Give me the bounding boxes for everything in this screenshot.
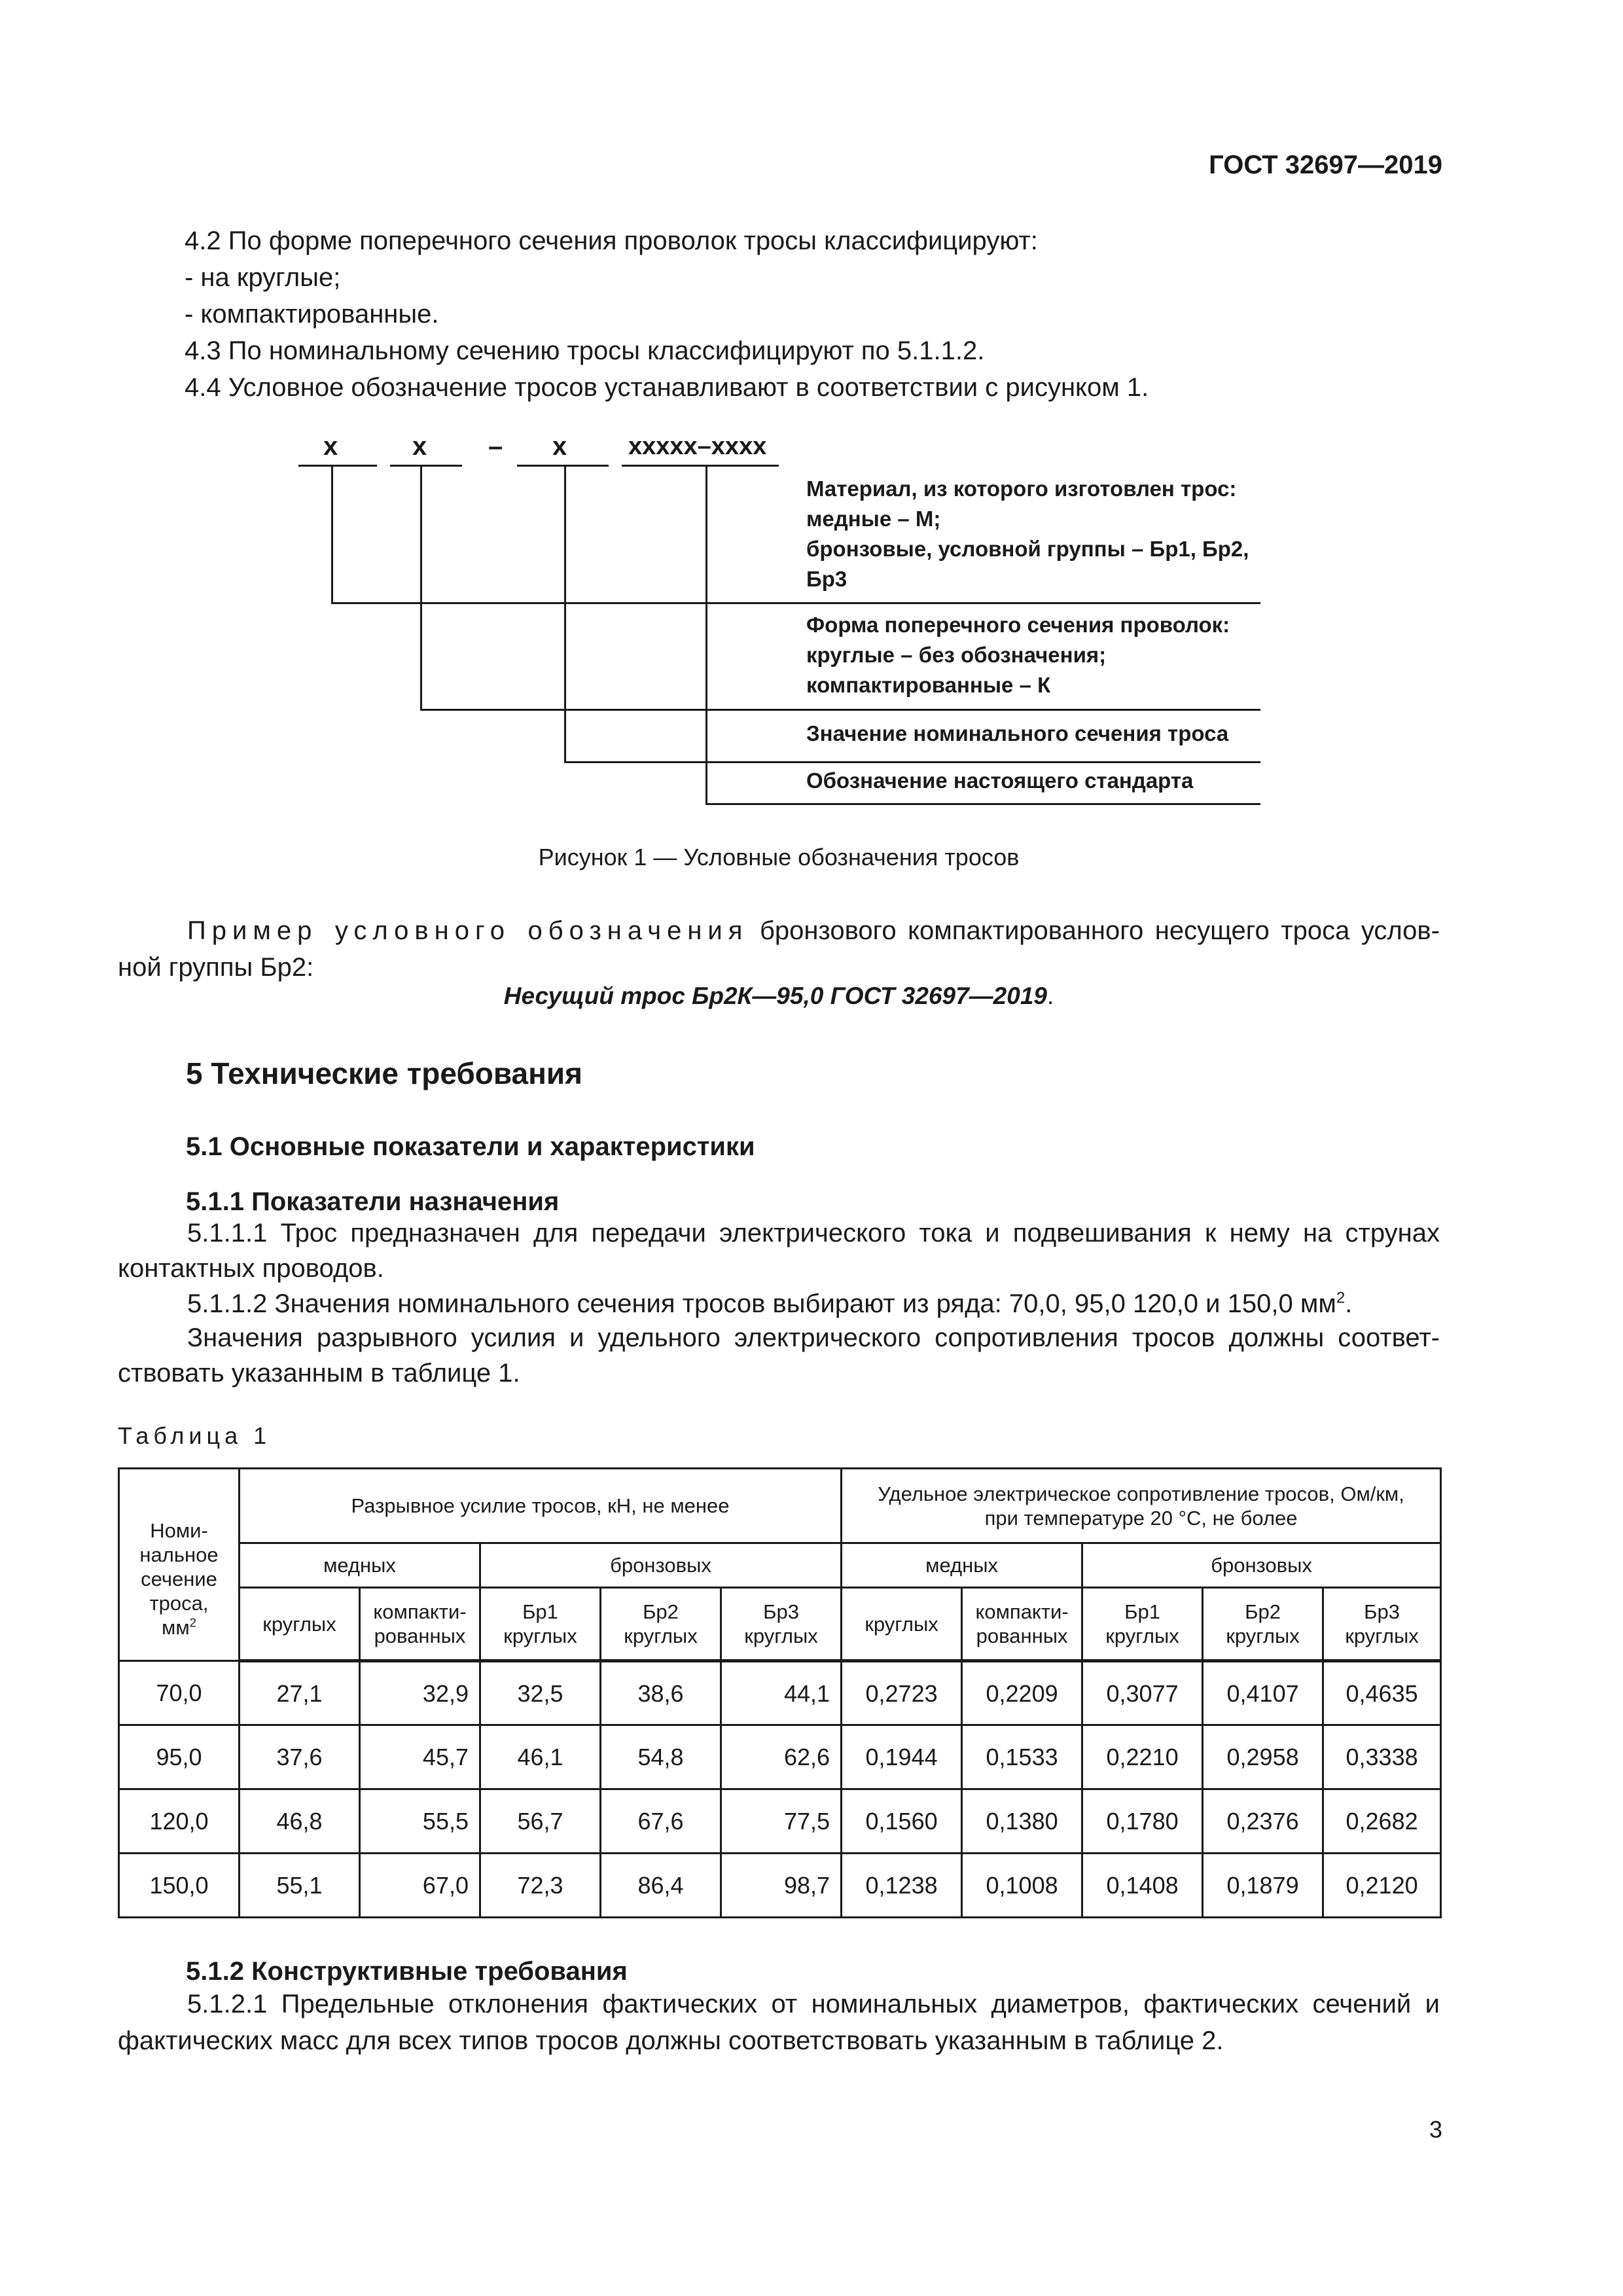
header-bronze-resist: бронзовых bbox=[1082, 1543, 1441, 1588]
sub-br2: Бр2 круглых bbox=[1203, 1588, 1323, 1661]
example-designation bbox=[0, 978, 1558, 1014]
label-standard: Обозначение настоящего стандарта bbox=[806, 768, 1194, 793]
example-rest: бронзового компактированного несущего троса услов- bbox=[759, 916, 1440, 945]
sub-compact: компакти- рованных bbox=[360, 1588, 480, 1661]
header-section: Номи- нальное сечение троса, $мм^2$ bbox=[119, 1469, 240, 1661]
example-lead: Пример условного обозначения bbox=[187, 916, 749, 945]
clause-5-1-1-2-end: . bbox=[1345, 1289, 1353, 1318]
example-line-2: ной группы Бр2: bbox=[118, 953, 314, 982]
sub-br3: Бр3 круглых bbox=[721, 1588, 842, 1661]
label-shape-1: Форма поперечного сечения проволок: bbox=[806, 613, 1230, 637]
code-x3: х bbox=[552, 432, 567, 461]
label-material-2: медные – М; bbox=[806, 507, 941, 531]
sub-compact: компакти- рованных bbox=[962, 1588, 1082, 1661]
clause-4-2: 4.2 По форме поперечного сечения проволок тросы классифицируют: bbox=[185, 226, 1038, 255]
clause-5-1-1-2 bbox=[187, 1285, 1352, 1322]
sub-round: круглых bbox=[842, 1588, 962, 1661]
clause-4-4: 4.4 Условное обозначение тросов устанавливают в соответствии с рисунком 1. bbox=[185, 373, 1149, 402]
table-row: 120,0 46,8 55,5 56,7 67,6 77,5 0,1560 0,1380 0,1780 0,2376 0,2682 bbox=[119, 1789, 1441, 1854]
table-row: 150,0 55,1 67,0 72,3 86,4 98,7 0,1238 0,1008 0,1408 0,1879 0,2120 bbox=[119, 1854, 1441, 1918]
header-bronze-force: бронзовых bbox=[480, 1543, 842, 1588]
list-item-compact: - компактированные. bbox=[185, 300, 439, 329]
table-row: 70,0 27,1 32,9 32,5 38,6 44,1 0,2723 0,2209 0,3077 0,4107 0,4635 bbox=[119, 1661, 1441, 1725]
code-x1: х bbox=[323, 432, 338, 461]
example-line-1 bbox=[187, 912, 1440, 949]
clause-4-3: 4.3 По номинальному сечению тросы классифицируют по 5.1.1.2. bbox=[185, 336, 985, 365]
code-x2: х bbox=[412, 432, 427, 461]
section-5-1-2-title: 5.1.2 Конструктивные требования bbox=[186, 1957, 628, 1986]
values-paragraph-l2: ствовать указанным в таблице 1. bbox=[118, 1359, 520, 1388]
label-material-1: Материал, из которого изготовлен трос: bbox=[806, 476, 1237, 501]
figure-caption: Рисунок 1 — Условные обозначения тросов bbox=[538, 844, 1020, 870]
sub-br3: Бр3 круглых bbox=[1323, 1588, 1441, 1661]
label-shape-2: круглые – без обозначения; bbox=[806, 643, 1107, 667]
unit-superscript: 2 bbox=[1336, 1289, 1346, 1307]
sub-br1: Бр1 круглых bbox=[1082, 1588, 1203, 1661]
clause-5-1-2-1-l1: 5.1.2.1 Предельные отклонения фактических от номинальных диаметров, фактических сечений и bbox=[187, 1990, 1440, 2018]
sub-br1: Бр1 круглых bbox=[480, 1588, 601, 1661]
table-label: Таблица 1 bbox=[118, 1422, 272, 1449]
label-material-4: Бр3 bbox=[806, 567, 847, 591]
code-standard: ххххх–хххх bbox=[628, 433, 767, 460]
section-5-1-1-title: 5.1.1 Показатели назначения bbox=[186, 1187, 560, 1216]
sub-round: круглых bbox=[240, 1588, 360, 1661]
header-copper-force: медных bbox=[240, 1543, 480, 1588]
values-paragraph-l1: Значения разрывного усилия и удельного электрического сопротивления тросов должны соответ- bbox=[187, 1323, 1440, 1352]
label-shape-3: компактированные – К bbox=[806, 673, 1051, 697]
sub-br2: Бр2 круглых bbox=[601, 1588, 721, 1661]
header-breaking-force: Разрывное усилие тросов, кН, не менее bbox=[240, 1469, 842, 1543]
label-material-3: бронзовые, условной группы – Бр1, Бр2, bbox=[806, 537, 1249, 561]
clause-5-1-1-1-l1: 5.1.1.1 Трос предназначен для передачи электрического тока и подвешивания к нему на струнах bbox=[187, 1219, 1440, 1247]
table-row: 95,0 37,6 45,7 46,1 54,8 62,6 0,1944 0,1533 0,2210 0,2958 0,3338 bbox=[119, 1725, 1441, 1789]
header-resistance: Удельное электрическое сопротивление тросов, Ом/км, при температуре 20 °С, не более bbox=[842, 1469, 1441, 1543]
clause-5-1-1-2-text: 5.1.1.2 Значения номинального сечения тросов выбирают из ряда: 70,0, 95,0 120,0 и 150,0 мм bbox=[187, 1289, 1336, 1318]
designation-text: Несущий трос Бр2К—95,0 ГОСТ 32697—2019 bbox=[503, 982, 1047, 1009]
code-dash: – bbox=[488, 432, 503, 461]
list-item-round: - на круглые; bbox=[185, 263, 341, 292]
section-5-title: 5 Технические требования bbox=[186, 1056, 582, 1090]
label-section: Значение номинального сечения троса bbox=[806, 721, 1229, 745]
standard-id: ГОСТ 32697—2019 bbox=[1209, 151, 1442, 179]
clause-5-1-1-1-l2: контактных проводов. bbox=[118, 1254, 384, 1283]
page-number: 3 bbox=[1429, 2116, 1442, 2143]
designation-end: . bbox=[1046, 982, 1054, 1009]
section-5-1-title: 5.1 Основные показатели и характеристики bbox=[186, 1132, 755, 1161]
table-1 bbox=[118, 1467, 1442, 1918]
header-copper-resist: медных bbox=[842, 1543, 1082, 1588]
clause-5-1-2-1-l2: фактических масс для всех типов тросов должны соответствовать указанным в таблице 2. bbox=[118, 2026, 1224, 2055]
